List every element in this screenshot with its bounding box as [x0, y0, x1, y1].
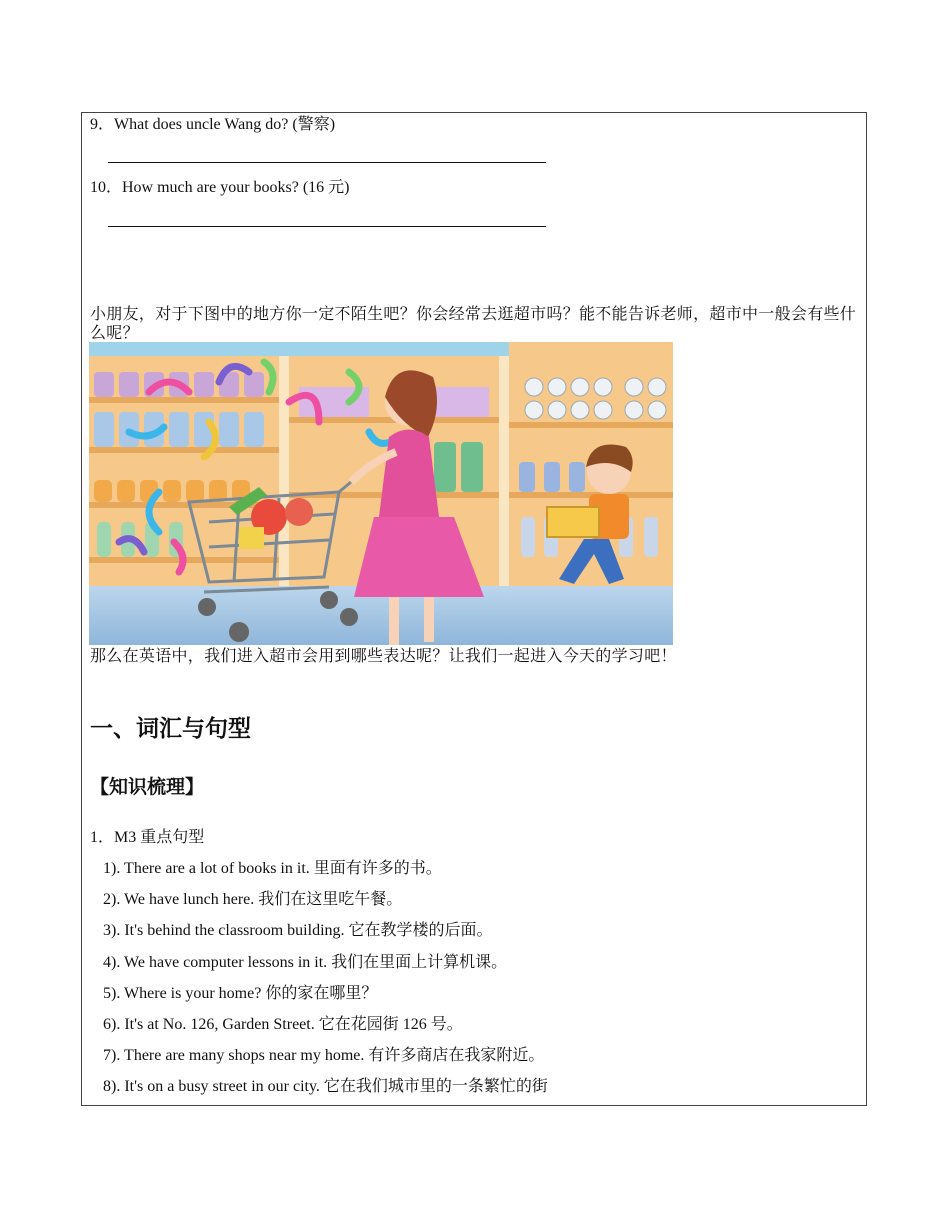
question-9: 9．What does uncle Wang do? (警察) [90, 116, 336, 133]
answer-line-9[interactable] [108, 162, 546, 163]
supermarket-illustration [89, 342, 673, 645]
sentence-1: 1). There are a lot of books in it. 里面有许多的书。 [103, 860, 442, 877]
sentence-7: 7). There are many shops near my home. 有许多商店在我家附近。 [103, 1047, 545, 1064]
section-title: 一、词汇与句型 [90, 716, 251, 742]
item-heading: 1．M3 重点句型 [90, 829, 205, 846]
sentence-5: 5). Where is your home? 你的家在哪里？ [103, 985, 378, 1002]
intro-closing: 那么在英语中，我们进入超市会用到哪些表达呢？让我们一起进入今天的学习吧！ [90, 648, 677, 665]
answer-line-10[interactable] [108, 226, 546, 227]
intro-paragraph: 小朋友，对于下图中的地方你一定不陌生吧？你会经常去逛超市吗？能不能告诉老师，超市中一般会有些什么呢？ [90, 306, 857, 342]
sentence-4: 4). We have computer lessons in it. 我们在里面上计算机课。 [103, 954, 508, 971]
question-10: 10．How much are your books? (16 元) [90, 179, 350, 196]
sentence-6: 6). It's at No. 126, Garden Street. 它在花园街 126 号。 [103, 1016, 463, 1033]
sentence-2: 2). We have lunch here. 我们在这里吃午餐。 [103, 891, 403, 908]
section-subtitle: 【知识梳理】 [90, 776, 205, 798]
sentence-8: 8). It's on a busy street in our city. 它在我们城市里的一条繁忙的街 [103, 1078, 548, 1095]
sentence-3: 3). It's behind the classroom building. 它在教学楼的后面。 [103, 922, 493, 939]
